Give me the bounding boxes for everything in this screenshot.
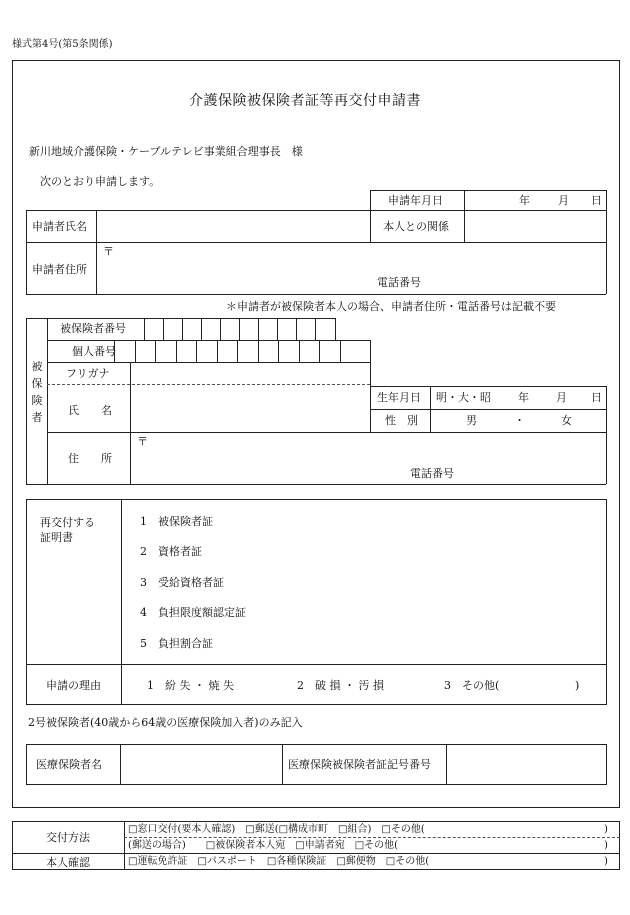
reissue-option-3[interactable]: 3 受給資格者証	[140, 576, 224, 589]
insured-number-label: 被保険者番号	[60, 322, 126, 335]
insured-phone-label: 電話番号	[410, 467, 454, 480]
relation-label: 本人との関係	[383, 220, 449, 233]
date-day-label: 日	[591, 194, 602, 207]
insured-name-field[interactable]	[131, 386, 369, 430]
birth-day-label: 日	[591, 391, 602, 404]
medical-insurer-label: 医療保険者名	[36, 758, 102, 771]
type2-note: 2号被保険者(40歳から64歳の医療保険加入者)のみ記入	[28, 716, 303, 729]
insured-number-field[interactable]	[145, 319, 334, 339]
reissue-option-1[interactable]: 1 被保険者証	[140, 515, 213, 528]
delivery-options-line2[interactable]: (郵送の場合) □被保険者本人宛 □申請者宛 □その他(	[128, 840, 399, 851]
medical-number-label: 医療保険被保険者証記号番号	[288, 758, 431, 771]
delivery-method-label: 交付方法	[46, 831, 90, 844]
medical-number-field[interactable]	[447, 745, 606, 784]
insured-address-label: 住 所	[68, 452, 112, 465]
identity-check-label: 本人確認	[46, 856, 90, 869]
furigana-label: フリガナ	[66, 367, 110, 380]
reason-option-damaged[interactable]: 2 破 損 ・ 汚 損	[297, 679, 384, 692]
insured-side-label: 被 保 険 者	[31, 360, 43, 424]
reason-option-lost[interactable]: 1 紛 失 ・ 焼 失	[147, 679, 234, 692]
delivery-line2-close: )	[604, 840, 608, 851]
reissue-option-4[interactable]: 4 負担限度額認定証	[140, 606, 246, 619]
applicant-phone-label: 電話番号	[377, 276, 421, 289]
application-date-label: 申請年月日	[388, 194, 443, 207]
reason-option-other[interactable]: 3 その他(	[444, 679, 500, 692]
applicant-postal-mark: 〒	[103, 245, 114, 258]
birth-era-options[interactable]: 明・大・昭	[436, 391, 491, 404]
delivery-options-line1[interactable]: □窓口交付(要本人確認) □郵送(□構成市町 □組合) □その他(	[128, 824, 425, 835]
insured-postal-mark: 〒	[137, 435, 148, 448]
sex-separator: ・	[514, 414, 525, 427]
applicant-name-label: 申請者氏名	[32, 220, 87, 233]
addressee: 新川地域介護保険・ケーブルテレビ事業組合理事長 様	[29, 145, 303, 158]
sex-label: 性 別	[385, 414, 418, 427]
applicant-note: ＊申請者が被保険者本人の場合、申請者住所・電話番号は記載不要	[226, 300, 556, 313]
date-month-label: 月	[558, 194, 569, 207]
form-number: 様式第4号(第5条関係)	[12, 39, 113, 50]
identity-line-close: )	[604, 856, 608, 867]
insured-address-field[interactable]	[131, 433, 605, 483]
reason-label: 申請の理由	[46, 679, 101, 692]
date-year-label: 年	[519, 194, 530, 207]
application-date-field[interactable]	[465, 191, 605, 209]
intro-text: 次のとおり申請します。	[40, 175, 161, 188]
reissue-option-5[interactable]: 5 負担割合証	[140, 637, 213, 650]
birth-date-label: 生年月日	[377, 391, 421, 404]
applicant-address-label: 申請者住所	[32, 263, 87, 276]
insured-name-label: 氏 名	[68, 404, 112, 417]
applicant-address-field[interactable]	[97, 243, 605, 293]
reissue-label-line1: 再交付する	[40, 516, 95, 529]
medical-insurer-field[interactable]	[121, 745, 281, 784]
form-title: 介護保険被保険者証等再交付申請書	[189, 93, 421, 109]
reissue-option-2[interactable]: 2 資格者証	[140, 545, 202, 558]
personal-number-label: 個人番号	[72, 345, 116, 358]
birth-month-label: 月	[556, 391, 567, 404]
sex-female-option[interactable]: 女	[561, 414, 572, 427]
relation-field[interactable]	[465, 211, 605, 241]
birth-year-label: 年	[518, 391, 529, 404]
delivery-line1-close: )	[604, 824, 608, 835]
reason-other-close: )	[575, 679, 580, 692]
sex-male-option[interactable]: 男	[466, 414, 477, 427]
applicant-name-field[interactable]	[97, 211, 369, 241]
personal-number-field[interactable]	[115, 341, 369, 361]
furigana-field[interactable]	[131, 363, 369, 383]
reissue-label-line2: 証明書	[40, 531, 73, 544]
identity-options[interactable]: □運転免許証 □パスポート □各種保険証 □郵便物 □その他(	[128, 856, 430, 867]
